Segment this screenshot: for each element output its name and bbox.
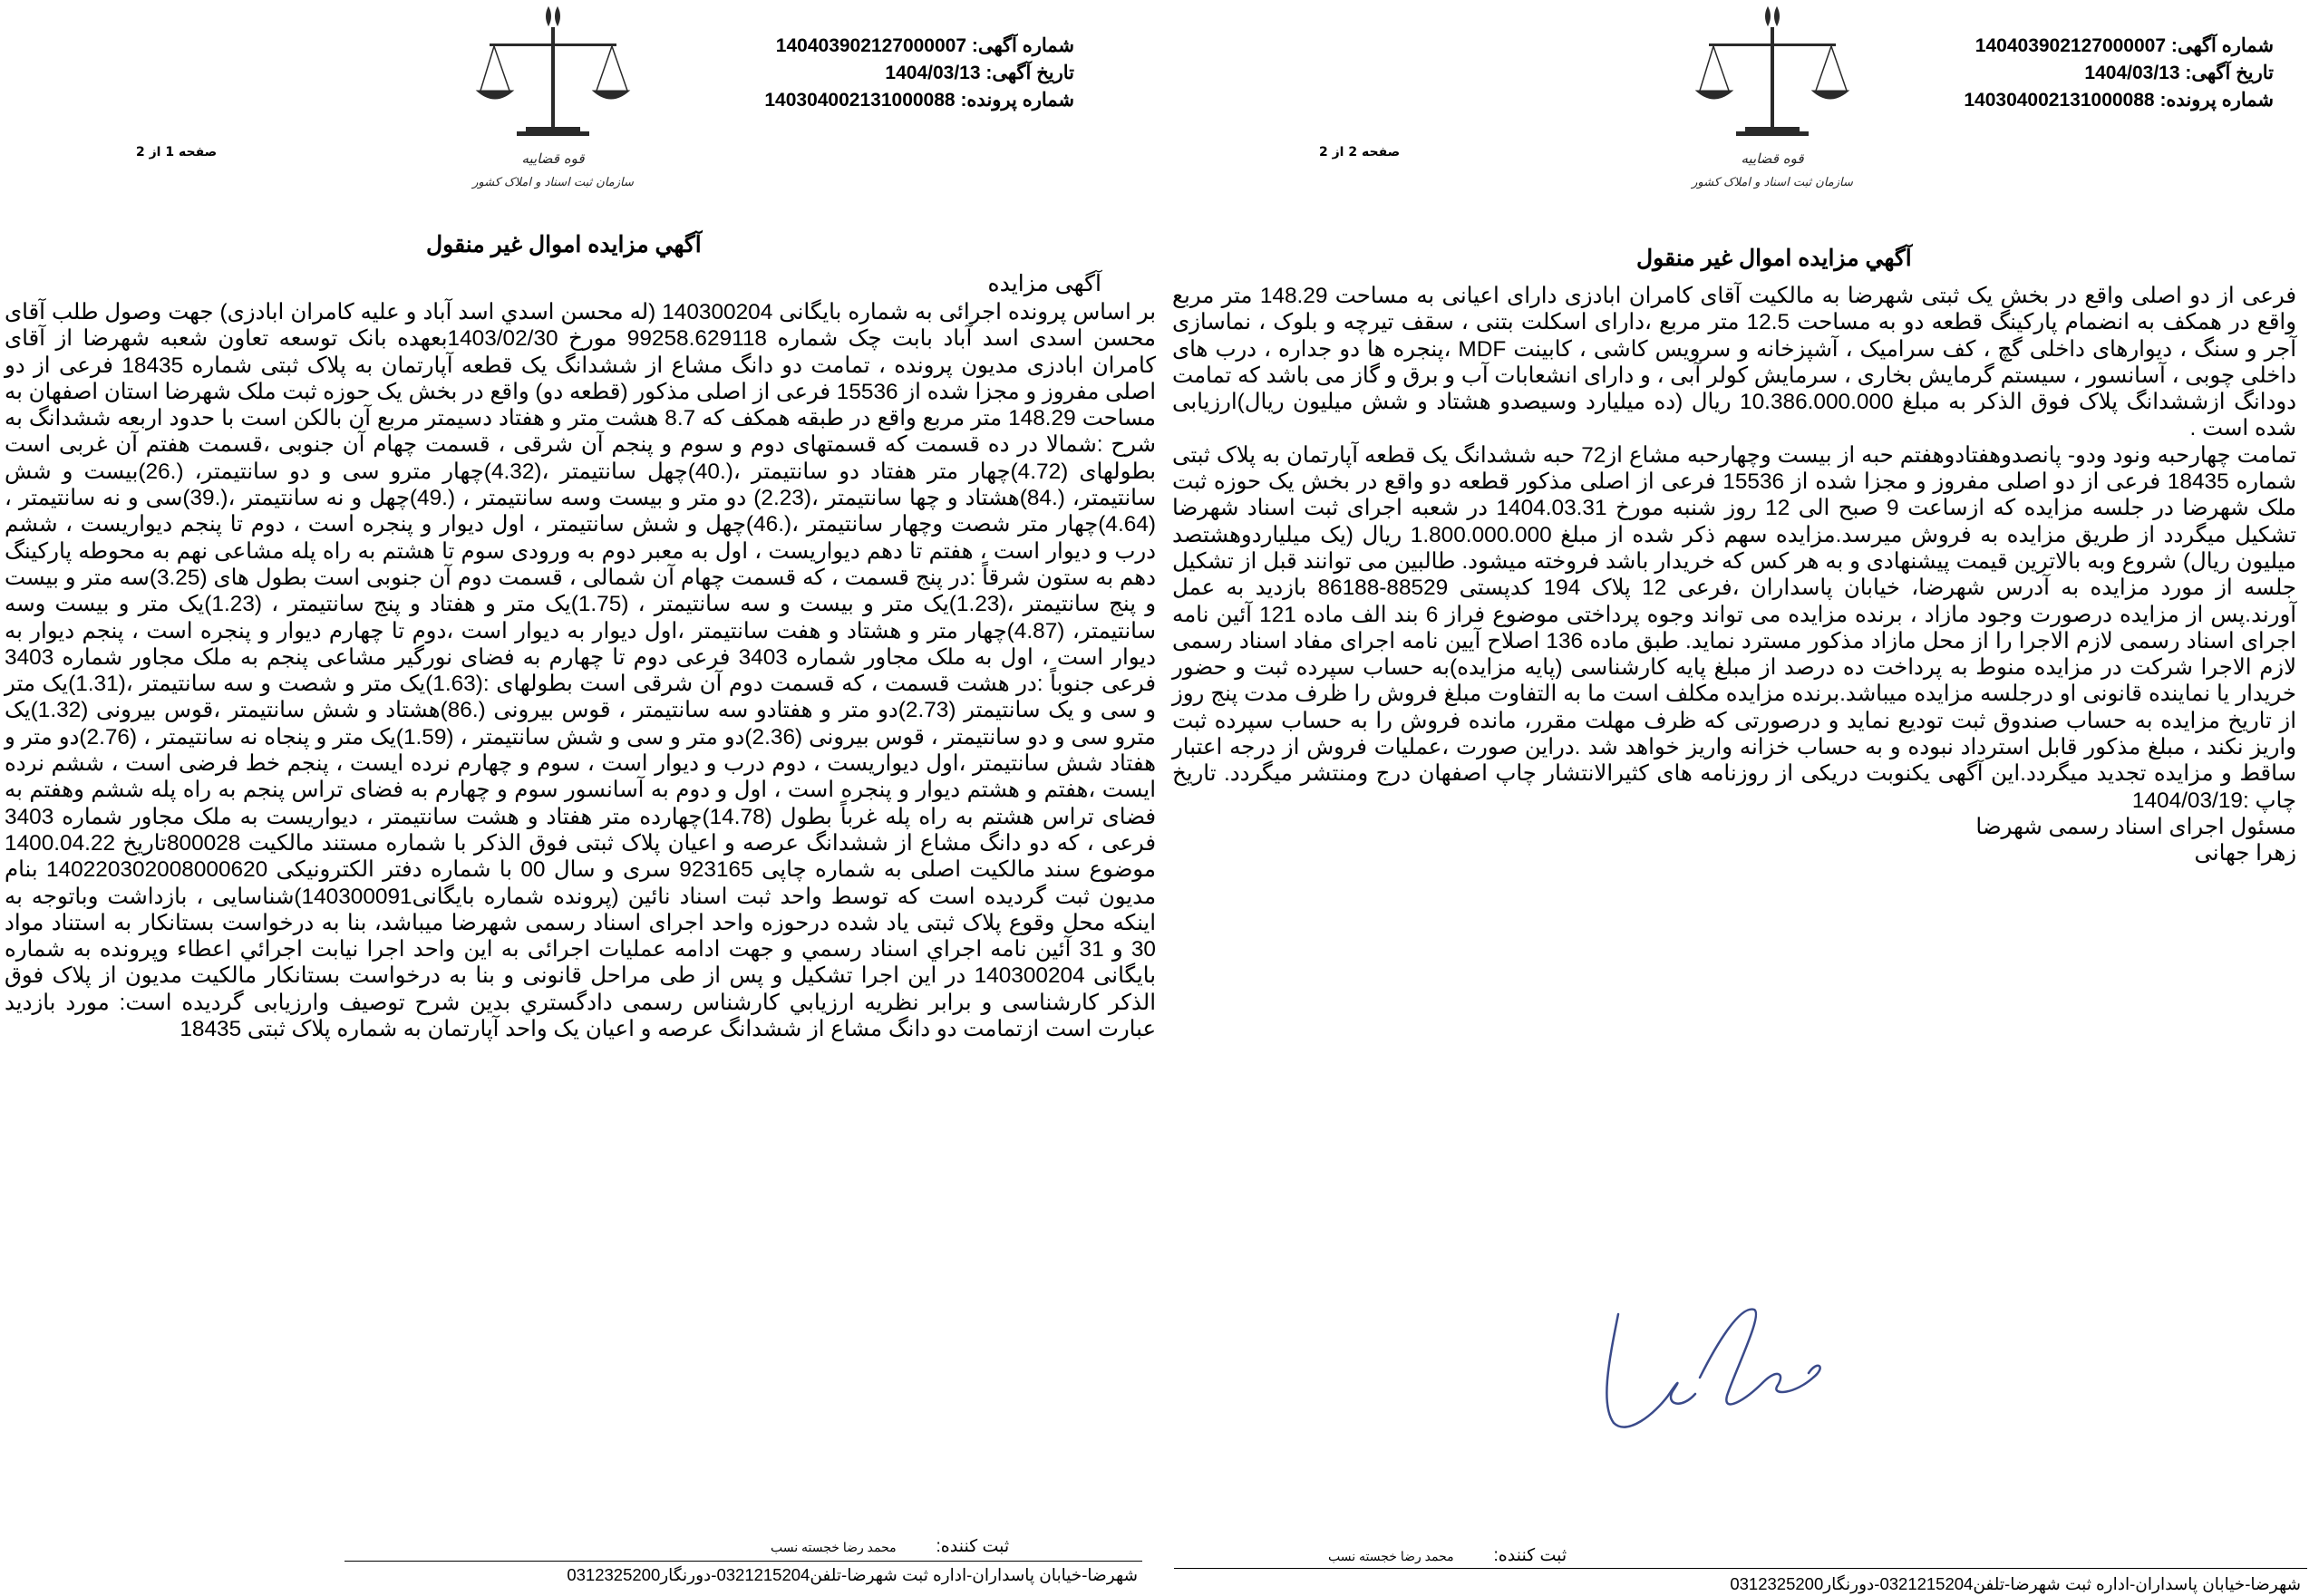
signer-label: ثبت کننده: [1493,1546,1567,1565]
signer-line [1328,1545,1567,1566]
footer-address: شهرضا-خیابان پاسداران-اداره ثبت شهرضا-تلفن0321215204-دورنگار0312325200 [567,1565,1138,1584]
ad-date: 1404/03/13 [885,63,981,83]
signer-label: ثبت کننده: [936,1537,1010,1556]
judiciary-emblem-icon [471,0,635,199]
file-number-label: شماره پرونده: [2159,90,2274,111]
ad-meta [1964,33,2274,114]
ad-number-label: شماره آگهی: [971,35,1074,56]
page-number: صفحه 1 از 2 [136,145,218,160]
judiciary-emblem-icon [1691,0,1854,199]
footer-address: شهرضا-خیابان پاسداران-اداره ثبت شهرضا-تلفن0321215204-دورنگار0312325200 [1730,1574,2301,1593]
footer-divider [1174,1568,2307,1569]
file-number: 140304002131000088 [764,90,956,111]
page-number: صفحه 2 از 2 [1319,145,1401,160]
file-number-label: شماره پرونده: [960,90,1074,111]
ad-date: 1404/03/13 [2084,63,2180,83]
body-paragraph: تمامت چهارحبه ونود ودو- پانصدوهفتادوهفتم حبه از بیست وچهارحبه مشاع از72 حبه ششدانگ یک قطعه آپارتمان به پلاک ثبتی شماره 18435 فرعی از دو اصلی مفروز و مجزا شده از 15536 فرعی از اصلی مذکور قطعه دو واقع در بخش یک حوزه ثبت ملک شهرضا در جلسه مزایده که ازساعت 9 صبح الی 12 روز شنبه مورخ 1404.03.31 در شعبه اجرای ثبت اسناد شهرضا تشکیل میگردد از طریق مزایده به فروش میرسد.مزایده سهم ذکر شده از مبلغ 1.800.000.000 ریال (یک میلیاردوهشتصد میلیون ریال) شروع وبه بالاترین قیمت پیشنهادی و به هر کس که خریدار باشد فروخته میشود. طالبین می توانند قبل از تشکیل جلسه از مورد مزایده به آدرس شهرضا، خیابان پاسداران ،فرعی 12 پلاک 194 کدپستی 88529-86188 بازدید به عمل آورند.پس از مزایده درصورت وجود مازاد ، برنده مزایده می تواند وجوه پرداختی موضوع فراز 6 بند الف ماده 121 آئین نامه اجرای اسناد رسمی لازم الاجرا را از محل مازاد مذکور مسترد نماید. طبق ماده 136 اصلاح آیین نامه اجرای مفاد اسناد رسمی لازم الاجرا شرکت در مزایده منوط به پرداخت ده درصد از مبلغ پایه کارشناسی (پایه مزایده)به حساب سپرده ثبت و حضور خریدار یا نماینده قانونی او درجلسه مزایده میباشد.برنده مزایده مکلف است ما به التفاوت مبلغ فروش را ظرف مدت پنج روز از تاریخ مزایده به حساب صندوق ثبت تودیع نماید و درصورتی که ظرف مهلت مقرر، مانده فروش را به حساب سپرده ثبت واریز نکند ، مبلغ مذکور قابل استرداد نبوده و به حساب خزانه واریز خواهد شد .دراین صورت ،عملیات فروش از درجه اعتبار ساقط و مزایده تجدید میگردد.این آگهی یکنوبت دریکی از روزنامه های کثیرالانتشار چاپ اصفهان درج ومنتشر میگردد. تاریخ چاپ :1404/03/19 [1172,442,2296,813]
page-subtitle: آگهی مزایده [987,271,1101,296]
page-2 [1165,0,2319,1596]
svg-text:سازمان ثبت اسناد و املاک کشور: سازمان ثبت اسناد و املاک کشور [1692,176,1853,189]
signer-name: محمد رضا خجسته نسب [771,1540,897,1554]
page-title: آگهي مزايده اموال غير منقول [1636,246,1912,271]
ad-date-label: تاریخ آگهی: [985,63,1074,83]
svg-text:سازمان ثبت اسناد و املاک کشور: سازمان ثبت اسناد و املاک کشور [472,176,634,189]
ad-meta [764,33,1074,114]
handwritten-signature-icon [1582,1287,1872,1450]
body-paragraph: فرعی از دو اصلی واقع در بخش یک ثبتی شهرضا به مالکیت آقای کامران ابادزی دارای اعیانی به مساحت 148.29 متر مربع واقع در همکف به انضمام پارکینگ قطعه دو به مساحت 12.5 متر مربع ،دارای اسکلت بتنی ، سقف تیرچه و بلوک ، نماسازی آجر و سنگ ، دیوارهای داخلی گچ ، کف سرامیک ، آشپزخانه و سرویس کاشی ، کابینت MDF ،پنجره ها دو جداره ، درب های داخلی چوبی ، آسانسور ، سیستم گرمایش بخاری ، سرمایش کولر آبی ، و دارای انشعابات آب و برق و گاز می باشد که تمامت دودانگ ازششدانگ پلاک فوق الذکر به مبلغ 10.386.000.000 ریال (ده میلیارد وسیصدو هشتاد و شش میلیون ریال)ارزیابی شده است . [1172,284,2296,441]
officer-name: زهرا جهانی [2194,841,2296,866]
ad-number: 140403902127000007 [775,35,967,56]
body-text [5,299,1156,1042]
signer-name: محمد رضا خجسته نسب [1328,1549,1454,1563]
svg-text:قوه قضاییه: قوه قضاییه [1741,150,1804,167]
body-text [1172,283,2296,867]
officer-title: مسئول اجرای اسناد رسمی شهرضا [1975,814,2296,839]
signer-line [771,1536,1009,1557]
ad-number-label: شماره آگهی: [2170,35,2274,56]
footer-divider [344,1561,1142,1562]
page-title: آگهي مزايده اموال غير منقول [426,232,702,257]
ad-date-label: تاریخ آگهی: [2185,63,2274,83]
ad-number: 140403902127000007 [1975,35,2167,56]
svg-text:قوه قضاییه: قوه قضاییه [521,150,585,167]
file-number: 140304002131000088 [1964,90,2155,111]
body-paragraph: بر اساس پرونده اجرائی به شماره بایگانی 140300204 (له محسن اسدي اسد آباد و علیه کامران ابادزی) جهت وصول طلب آقای محسن اسدی اسد آباد بابت چک شماره 99258.629118 مورخ 1403/02/30بعهده بانک توسعه تعاون شعبه شهرضا از آقای کامران ابادزی مدیون پرونده ، تمامت دو دانگ مشاع از ششدانگ یک قطعه آپارتمان به پلاک ثبتی شماره 18435 فرعی از دو اصلی مفروز و مجزا شده از 15536 فرعی از اصلی مذکور (قطعه دو) واقع در بخش یک حوزه ثبت ملک شهرضا استان اصفهان به مساحت 148.29 متر مربع واقع در طبقه همکف که 8.7 هشت متر و هفتاد دسیمتر مربع آن بالکن است با حدود اربعه ششدانگ به شرح :شمالا در ده قسمت که قسمتهای دوم و سوم و پنجم آن شرقی ، قسمت چهام آن جنوبی ،قسمت هفتم آن غربی است بطولهای (4.72)چهار متر هفتاد دو سانتیمتر ،(.40)چهل سانتیمتر ،(4.32)چهار مترو سی و دو سانتیمتر، (.26)بیست و شش سانتیمتر، (.84)هشتاد و چها سانتیمتر ،(2.23) دو متر و بیست وسه سانتیمتر ، (.49)چهل و نه سانتیمتر ،(.39)سی و نه سانتیمتر ، (4.64)چهار متر شصت وچهار سانتیمتر ،(.46)چهل و شش سانتیمتر ، اول دیوار و پنجره است ، دوم تا پنجم دیواریست ، ششم درب و دیوار است ، هفتم تا دهم دیواریست ، اول به معبر دوم به ورودی سوم تا هشتم به راه پله مشاعی نهم به محوطه پارکینگ دهم به ستون شرقاً :در پنج قسمت ، که قسمت چهام آن شمالی ، قسمت دوم آن جنوبی است بطول های (3.25)سه متر و بیست و پنج سانتیمتر ،(1.23)یک متر و بیست و سه سانتیمتر ، (1.75)یک متر و هفتاد و پنج سانتیمتر ، (1.23)یک متر و بیست وسه سانتیمتر، (4.87)چهار متر و هشتاد و هفت سانتیمتر ،اول دیوار به دیوار است ،دوم تا چهارم دیوار و پنجره است ، پنجم دیوار به دیوار است ، اول به ملک مجاور شماره 3403 فرعی دوم تا چهارم به فضای نورگیر مشاعی پنجم به ملک مجاور شماره 3403 فرعی جنوباً :در هشت قسمت ، که قسمت دوم آن شرقی است بطولهای :(1.63)یک متر و شصت و سه سانتیمتر ،(1.31)یک متر و سی و یک سانتیمتر (2.73)دو متر و هفتادو سه سانتیمتر ، قوس بیرونی (.86)هشتاد و شش سانتیمتر ،قوس بیرونی (1.32)یک مترو سی و دو سانتیمتر ، قوس بیرونی (2.36)دو متر و سی و شش سانتیمتر ، (1.59)یک متر و پنجاه نه سانتیمتر ، (2.76)دو متر و هفتاد شش سانتیمتر ،اول دیواریست ، دوم درب و دیوار است ، سوم و چهارم نرده ایست ، پنجم خط فرضی است ، ششم نرده ایست ،هفتم و هشتم دیوار و پنجره است ، اول و دوم به آسانسور سوم و چهارم به فضای تراس پنجم به راه پله ششم وهفتم به فضای تراس هشتم به راه پله غرباً بطول (14.78)چهارده متر هفتاد و هشت سانتیمتر ، دیواریست به ملک مجاور شماره 3403 فرعی ، که دو دانگ مشاع از ششدانگ عرصه و اعیان پلاک ثبتی فوق الذکر با شماره مستند مالکیت 800028تاریخ 1400.04.22 موضوع سند مالکیت اصلی به شماره چاپی 923165 سری و سال 00 با شماره دفتر الکترونیکی 140220302008000620 بنام مدیون ثبت گردیده است که توسط واحد ثبت اسناد نائین (پرونده شماره بایگانی140300091)شناسایی ، بازداشت وباتوجه به اینکه محل وقوع پلاک ثبتی یاد شده درحوزه واحد اجرای اسناد رسمی شهرضا میباشد، بنا به درخواست بستانکار به استناد مواد 30 و 31 آئین نامه اجراي اسناد رسمي و جهت ادامه عمليات اجرائی به این واحد اجرا نیابت اجرائي اعطاء وپرونده به شماره بایگانی 140300204 در این اجرا تشکیل و پس از طی مراحل قانونی و بنا به درخواست بستانکار مالکیت مدیون از پلاک فوق الذکر کارشناسی و برابر نظریه ارزیابي کارشناس رسمی دادگستري بدین شرح توصیف وارزیابی گردیده است: مورد بازدید عبارت است ازتمامت دو دانگ مشاع از ششدانگ عرصه و اعیان یک واحد آپارتمان به شماره پلاک ثبتی 18435 [5,300,1157,1042]
